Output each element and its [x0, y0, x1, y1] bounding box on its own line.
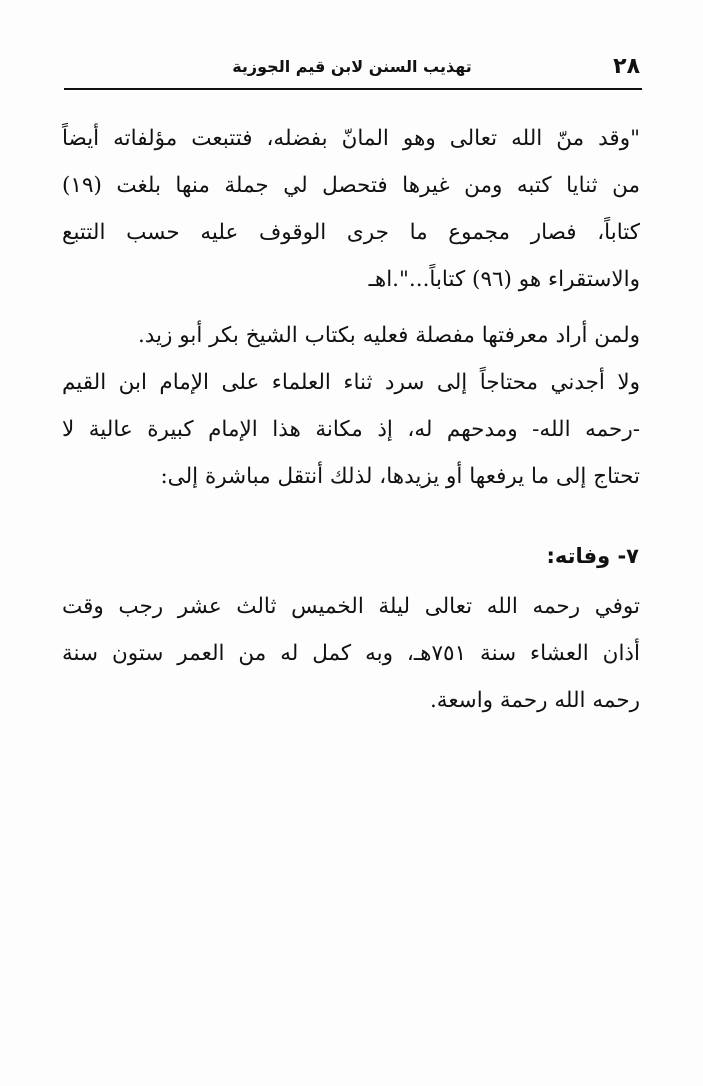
quote-line-3: كتاباً، فصار مجموع ما جرى الوقوف عليه حسب التتبع	[62, 220, 640, 245]
quote-line-2: من ثنايا كتبه ومن غيرها فتحصل لي جملة منها بلغت (١٩)	[62, 173, 640, 198]
paragraph-line-3: -رحمه الله- ومدحهم له، إذ مكانة هذا الإمام كبيرة عالية لا	[62, 417, 640, 442]
section-line-3: رحمه الله رحمة واسعة.	[429, 688, 640, 713]
section-body	[62, 583, 640, 724]
paragraph-line-1: ولمن أراد معرفتها مفصلة فعليه بكتاب الشيخ بكر أبو زيد.	[137, 323, 640, 348]
quote-block	[62, 115, 640, 303]
section-heading: ٧- وفاته:	[546, 544, 639, 568]
page-number: ٢٨	[613, 54, 640, 79]
section-line-1: توفي رحمه الله تعالى ليلة الخميس ثالث عشر رجب وقت	[62, 594, 640, 619]
paragraph-line-4: تحتاج إلى ما يرفعها أو يزيدها، لذلك أنتقل مباشرة إلى:	[160, 464, 640, 489]
running-title: تهذيب السنن لابن قيم الجوزية	[232, 57, 472, 76]
quote-line-1: "وقد منّ الله تعالى وهو المانّ بفضله، فتتبعت مؤلفاته أيضاً	[62, 126, 640, 151]
page-header	[64, 52, 640, 86]
section-line-2: أذان العشاء سنة ٧٥١هـ، وبه كمل له من العمر ستون سنة	[62, 641, 640, 666]
header-divider	[64, 88, 642, 90]
paragraph-line-2: ولا أجدني محتاجاً إلى سرد ثناء العلماء على الإمام ابن القيم	[62, 370, 640, 395]
paragraph-block	[62, 312, 640, 500]
quote-line-4: والاستقراء هو (٩٦) كتاباً...".اهـ	[368, 267, 640, 292]
